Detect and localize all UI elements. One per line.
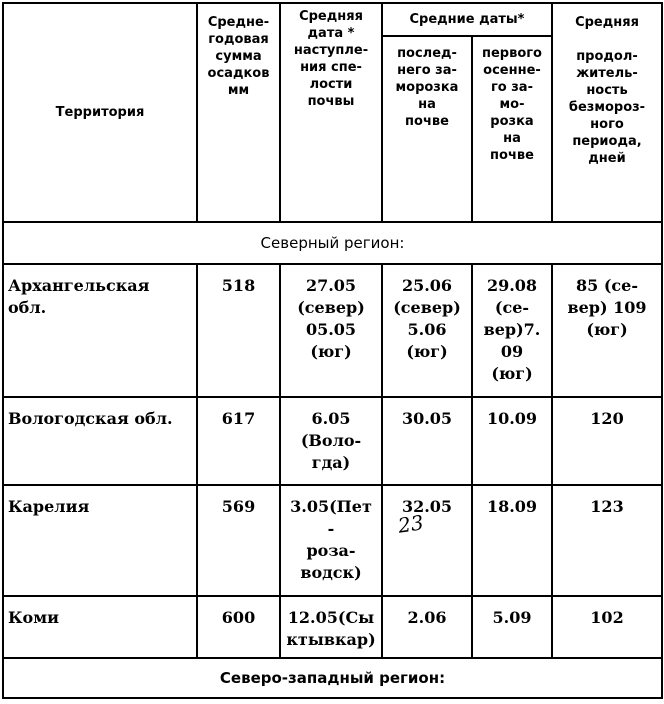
first-frost-cell: 29.08 (се- вер)7. 09 (юг) — [472, 264, 552, 397]
frost-free-cell: 85 (се- вер) 109 (юг) — [552, 264, 662, 397]
soil-date-cell: 12.05(Сы ктывкар) — [280, 596, 382, 658]
first-frost-cell: 18.09 — [472, 485, 552, 596]
last-frost-cell: 32.05 — [382, 485, 472, 596]
header-soil-ripeness-date: Средняя дата * наступле- ния спе- лости почвы — [280, 3, 382, 222]
header-average-dates: Средние даты* — [382, 3, 552, 36]
last-frost-cell: 2.06 — [382, 596, 472, 658]
header-frost-free-period: Средняя продол- житель- ность безмороз- ного периода, дней — [552, 3, 662, 222]
region-north-row: Северный регион: — [3, 222, 662, 264]
table-row — [3, 596, 662, 658]
climate-table — [2, 2, 663, 699]
handwritten-note: 23 — [396, 510, 425, 538]
header-territory: Территория — [3, 3, 197, 222]
header-precipitation: Средне- годовая сумма осадков мм — [197, 3, 280, 222]
table-row — [3, 264, 662, 397]
territory-cell: Коми — [3, 596, 197, 658]
frost-free-cell: 102 — [552, 596, 662, 658]
region-northwest-row: Северо-западный регион: — [3, 658, 662, 698]
header-last-frost: послед- него за- морозка на почве — [382, 36, 472, 222]
precip-cell: 600 — [197, 596, 280, 658]
frost-free-cell: 123 — [552, 485, 662, 596]
territory-cell: Карелия — [3, 485, 197, 596]
first-frost-cell: 5.09 — [472, 596, 552, 658]
soil-date-cell: 27.05 (север) 05.05 (юг) — [280, 264, 382, 397]
header-first-frost: первого осенне- го за- мо- розка на почве — [472, 36, 552, 222]
precip-cell: 518 — [197, 264, 280, 397]
soil-date-cell: 3.05(Пет - роза- водск) — [280, 485, 382, 596]
precip-cell: 569 — [197, 485, 280, 596]
last-frost-cell: 25.06 (север) 5.06 (юг) — [382, 264, 472, 397]
table-row — [3, 397, 662, 485]
territory-cell: Архангельская обл. — [3, 264, 197, 397]
soil-date-cell: 6.05 (Воло- гда) — [280, 397, 382, 485]
precip-cell: 617 — [197, 397, 280, 485]
table-row — [3, 485, 662, 596]
last-frost-cell: 30.05 — [382, 397, 472, 485]
frost-free-cell: 120 — [552, 397, 662, 485]
first-frost-cell: 10.09 — [472, 397, 552, 485]
territory-cell: Вологодская обл. — [3, 397, 197, 485]
